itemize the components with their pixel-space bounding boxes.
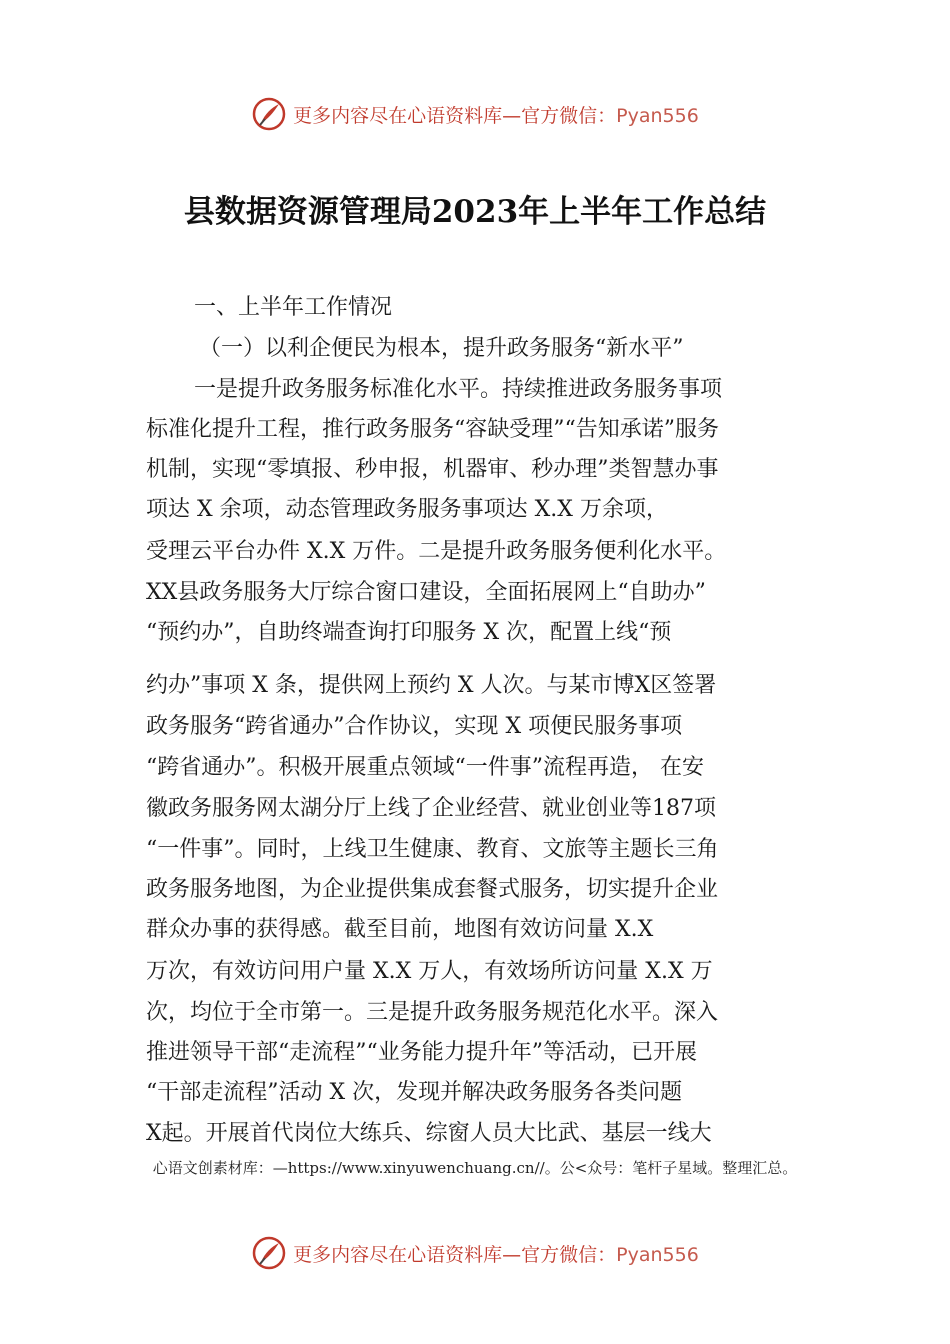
body-line: “预约办”，自助终端查询打印服务 X 次，配置上线“预 (146, 620, 672, 645)
body-line: XX县政务服务大厅综合窗口建设，全面拓展网上“自助办” (146, 580, 706, 605)
bottom-banner (0, 1231, 950, 1275)
body-line: 政务服务“跨省通办”合作协议，实现 X 项便民服务事项 (146, 714, 683, 739)
quill-logo-icon (251, 1235, 287, 1271)
body-line: （一）以利企便民为根本，提升政务服务“新水平” (199, 336, 684, 361)
body-line: “跨省通办”。积极开展重点领域“一件事”流程再造， 在安 (146, 755, 704, 780)
body-line: 推进领导干部“走流程”“业务能力提升年”等活动，已开展 (146, 1040, 697, 1065)
body-line: 受理云平台办件 X.X 万件。二是提升政务服务便利化水平。 (146, 539, 727, 564)
body-line: 一是提升政务服务标准化水平。持续推进政务服务事项 (194, 377, 723, 402)
body-line: 标准化提升工程，推行政务服务“容缺受理”“告知承诺”服务 (146, 417, 719, 442)
body-line: 徽政务服务网太湖分厅上线了企业经营、就业创业等187项 (146, 796, 716, 821)
body-line: 万次，有效访问用户量 X.X 万人，有效场所访问量 X.X 万 (146, 959, 713, 984)
body-line: “一件事”。同时，上线卫生健康、教育、文旅等主题长三角 (146, 837, 719, 862)
body-line: X起。开展首代岗位大练兵、综窗人员大比武、基层一线大 (146, 1121, 712, 1146)
body-line: 政务服务地图，为企业提供集成套餐式服务，切实提升企业 (146, 877, 719, 902)
banner-text: 更多内容尽在心语资料库—官方微信：Pyan556 (293, 1243, 699, 1266)
body-line: “干部走流程”活动 X 次，发现并解决政务服务各类问题 (146, 1080, 683, 1105)
quill-logo-icon (251, 96, 287, 132)
body-line: 约办”事项 X 条，提供网上预约 X 人次。与某市博X区签署 (146, 673, 717, 698)
banner-wechat-id: Pyan556 (616, 104, 699, 127)
body-line: 次，均位于全市第一。三是提升政务服务规范化水平。深入 (146, 1000, 719, 1025)
banner-wechat-id: Pyan556 (616, 1243, 699, 1266)
body-line: 一、上半年工作情况 (194, 295, 393, 320)
document-title: 县数据资源管理局2023年上半年工作总结 (183, 194, 767, 230)
body-line: 项达 X 余项，动态管理政务服务事项达 X.X 万余项， (146, 497, 668, 522)
footer-source-note: 心语文创素材库：—https://www.xinyuwenchuang.cn//。公<众号：笔杆子星域。整理汇总。 (152, 1159, 798, 1177)
top-banner (0, 92, 950, 136)
body-line: 群众办事的获得感。截至目前，地图有效访问量 X.X (146, 917, 654, 942)
body-line: 机制，实现“零填报、秒申报，机器审、秒办理”类智慧办事 (146, 457, 719, 482)
banner-text: 更多内容尽在心语资料库—官方微信：Pyan556 (293, 104, 699, 127)
